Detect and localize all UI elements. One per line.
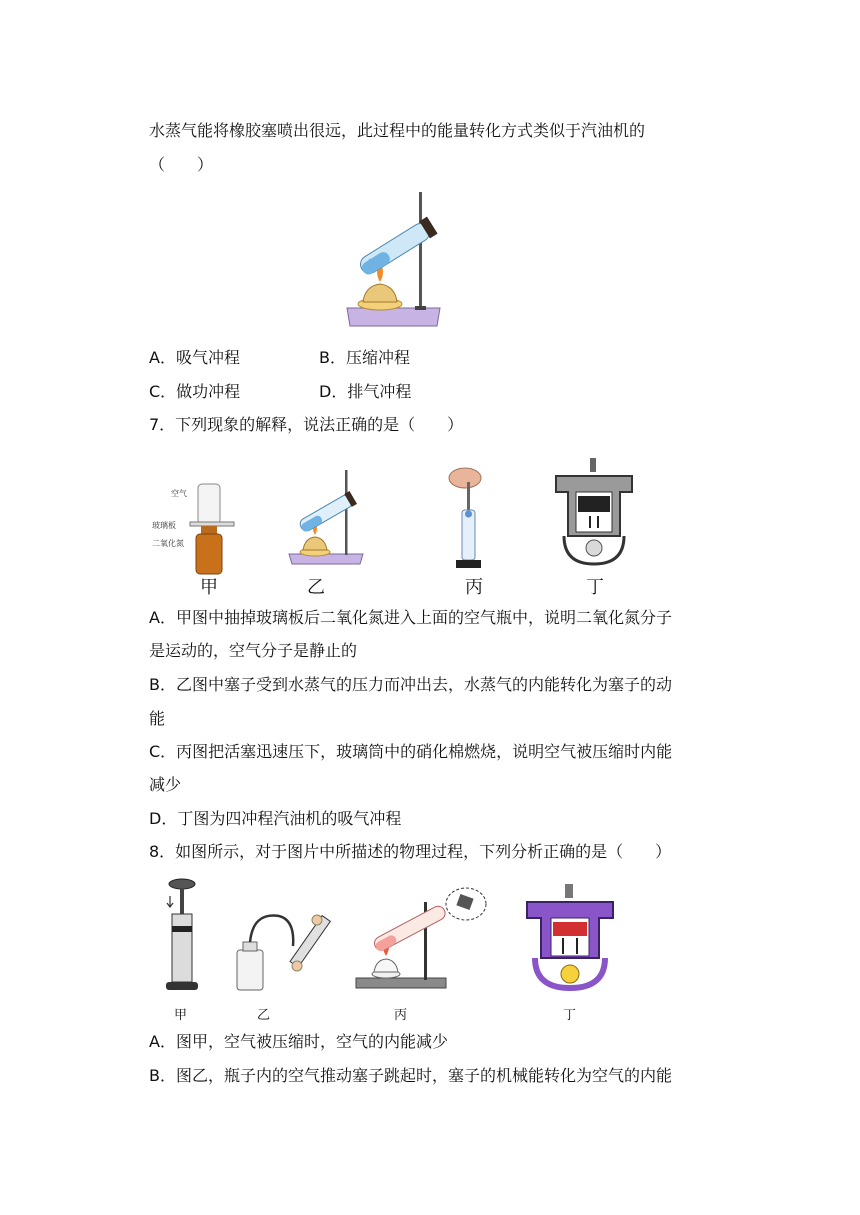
q8-caption-ding: 丁	[563, 1008, 577, 1023]
q8-stem: 8．如图所示，对于图片中所描述的物理过程，下列分析正确的是（ ）	[149, 842, 672, 861]
q6-option-b: B．压缩冲程	[319, 348, 410, 367]
q7-option-d: D．丁图为四冲程汽油机的吸气冲程	[149, 809, 402, 828]
q7-option-c-line2: 减少	[149, 775, 182, 794]
q8-fig-jia-pump	[160, 876, 204, 998]
q7-option-b-line2: 能	[149, 709, 166, 728]
q7-option-a-line2: 是运动的，空气分子是静止的	[149, 641, 358, 660]
q7-option-b-line1: B．乙图中塞子受到水蒸气的压力而冲出去，水蒸气的内能转化为塞子的动	[149, 675, 672, 694]
q6-option-d: D．排气冲程	[319, 382, 412, 401]
q6-intro: 水蒸气能将橡胶塞喷出很远，此过程中的能量转化方式类似于汽油机的	[149, 121, 646, 140]
q8-option-b: B．图乙，瓶子内的空气推动塞子跳起时，塞子的机械能转化为空气的内能	[149, 1066, 672, 1085]
q7-stem: 7．下列现象的解释，说法正确的是（ ）	[149, 415, 464, 434]
q8-caption-yi: 乙	[257, 1008, 271, 1023]
q8-caption-bing: 丙	[394, 1008, 408, 1023]
q8-fig-ding-engine	[523, 882, 617, 992]
q6-bracket: （ ）	[149, 155, 214, 174]
q6-option-c: C．做功冲程	[149, 382, 241, 401]
q7-fig-yi-test-tube	[287, 468, 367, 568]
q7-label-air: 空气	[171, 489, 187, 498]
q7-caption-bing: 丙	[465, 577, 483, 598]
q7-label-no2: 二氧化氮	[152, 539, 184, 548]
q7-fig-jia-bottles	[150, 478, 240, 590]
q7-fig-bing-compression-tube	[445, 466, 495, 576]
q7-fig-ding-engine	[550, 456, 638, 568]
q7-caption-jia: 甲	[200, 577, 218, 598]
q8-caption-jia: 甲	[174, 1008, 188, 1023]
q7-caption-yi: 乙	[307, 577, 325, 598]
q8-fig-yi-bottle-pump	[233, 906, 333, 996]
q7-option-a-line1: A．甲图中抽掉玻璃板后二氧化氮进入上面的空气瓶中，说明二氧化氮分子	[149, 608, 672, 627]
q7-caption-ding: 丁	[586, 577, 604, 598]
q7-label-glass-plate: 玻璃板	[152, 521, 176, 530]
q6-test-tube-figure	[345, 188, 445, 330]
q8-fig-bing-tube-cork	[352, 882, 488, 994]
q8-option-a: A．图甲，空气被压缩时，空气的内能减少	[149, 1032, 448, 1051]
q6-option-a: A．吸气冲程	[149, 348, 240, 367]
q7-option-c-line1: C．丙图把活塞迅速压下，玻璃筒中的硝化棉燃烧，说明空气被压缩时内能	[149, 742, 673, 761]
